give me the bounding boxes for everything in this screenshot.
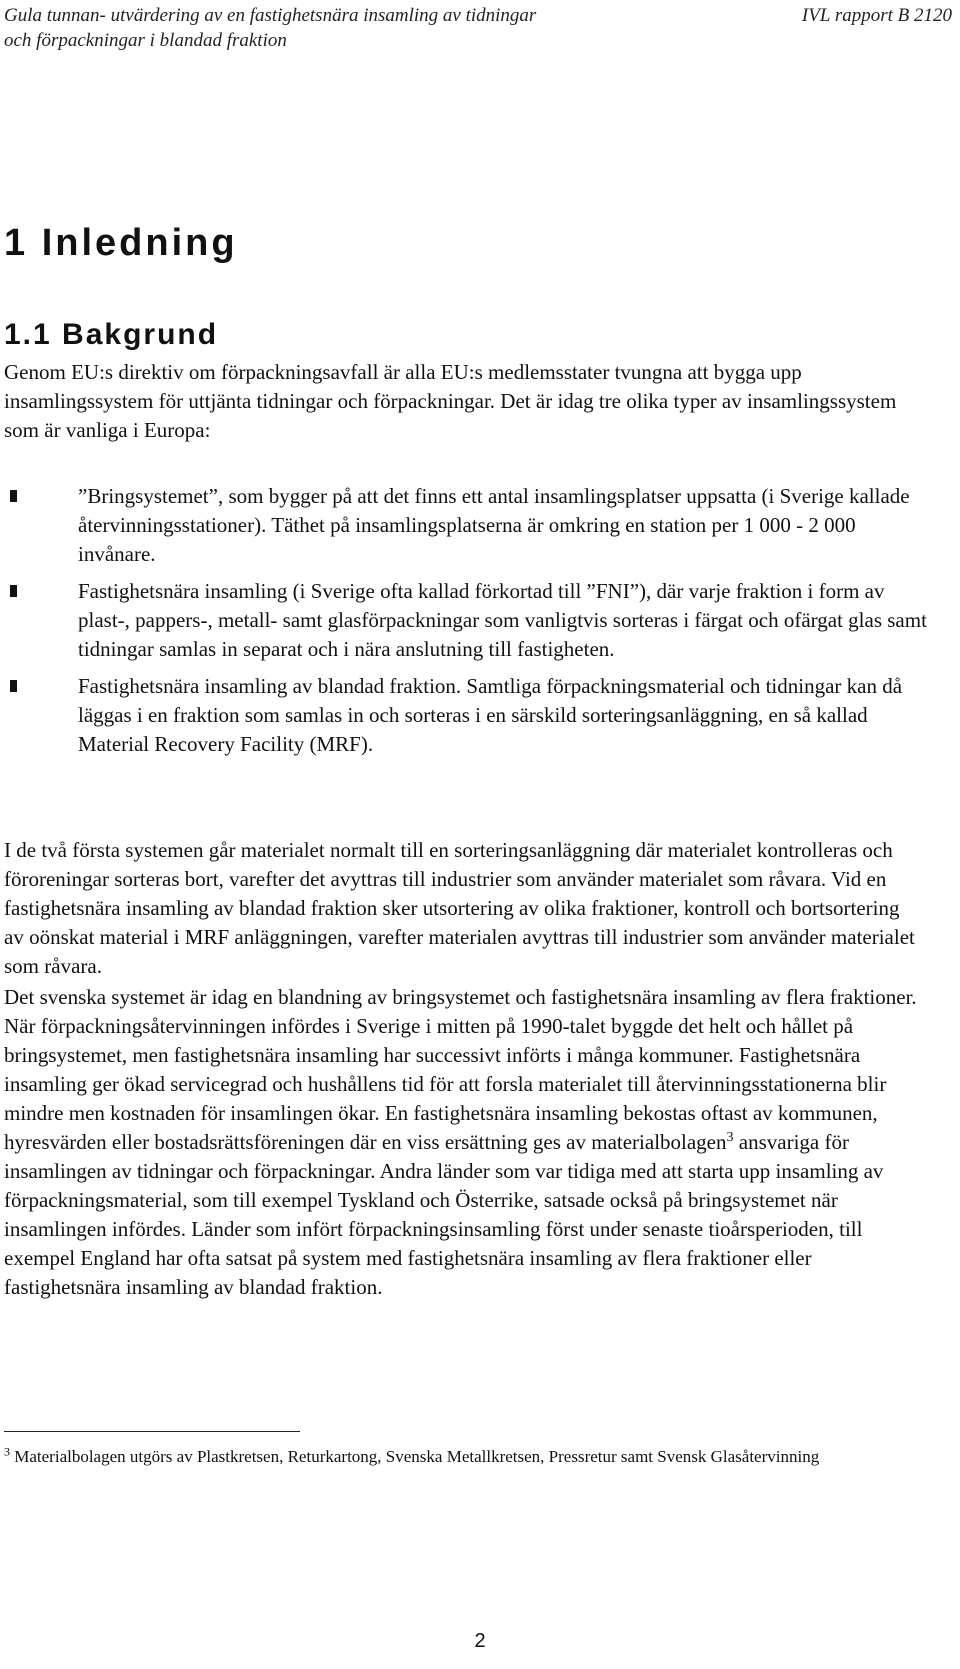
list-item [0,672,930,759]
intro-paragraph: Genom EU:s direktiv om förpackningsavfall är alla EU:s medlemsstater tvungna att bygga upp insamlingssystem för uttjänta tidningar och förpackningar. Det är idag tre olika typer av insamlingssystem som är vanliga i Europa: [4,360,897,442]
list-item-text: Fastighetsnära insamling (i Sverige ofta kallad förkortad till ”FNI”), där varje fraktion i form av plast-, pappers-, metall- samt glasförpackningar som vanligtvis sorteras i färgat och ofärgat glas samt tidningar samlas in separat och i nära anslutning till fastigheten. [78,579,927,661]
header-title-line1: Gula tunnan- utvärdering av en fastighetsnära insamling av tidningar [4,5,537,26]
header-report-id: IVL rapport B 2120 [801,5,952,26]
footnote-reference[interactable]: 3 [726,1130,734,1145]
footnote [4,1444,904,1470]
body-paragraph-text: Det svenska systemet är idag en blandning av bringsystemet och fastighetsnära insamling av flera fraktioner. När förpackningsåtervinningen infördes i Sverige i mitten på 1990-talet byggde det helt och hållet på bringsystemet, men fastighetsnära insamling har successivt införts i många kommuner. Fastighetsnära insamling ger ökad servicegrad och hushållens tid för att forsla materialet till återvinningsstationerna blir mindre men kostnaden för insamlingen ökar. En fastighetsnära insamling bekostas oftast av kommunen, hyresvärden eller bostadsrättsföreningen där en viss ersättning ges av materialbolagen [4,985,917,1154]
body-paragraph-text: ansvariga för insamlingen av tidningar och förpackningar. Andra länder som var tidiga med att starta upp insamling av förpackningsmaterial, som till exempel Tyskland och Österrike, satsade också på bringsystemet när insamlingen infördes. Länder som infört förpackningsinsamling först under senaste tioårsperioden, till exempel England har ofta satsat på system med fastighetsnära insamling av flera fraktioner eller fastighetsnära insamling av blandad fraktion. [4,1130,884,1299]
running-header [0,0,960,60]
footnote-text: Materialbolagen utgörs av Plastkretsen, Returkartong, Svenska Metallkretsen, Pressretur samt Svensk Glasåtervinning [10,1447,820,1466]
footnote-divider [4,1431,300,1432]
list-item-text: Fastighetsnära insamling av blandad fraktion. Samtliga förpackningsmaterial och tidningar kan då läggas i en fraktion som samlas in och sorteras i en särskild sorteringsanläggning, en så kallad Material Recovery Facility (MRF). [78,674,903,756]
body-paragraph: I de två första systemen går materialet normalt till en sorteringsanläggning där materialet kontrolleras och föroreningar sorteras bort, varefter det avyttras till industrier som använder materialet som råvara. Vid en fastighetsnära insamling av blandad fraktion sker utsortering av olika fraktioner, kontroll och bortsortering av oönskat material i MRF anläggningen, varefter materialen avyttras till industrier som använder materialet som råvara. [4,838,915,978]
list-item-text: ”Bringsystemet”, som bygger på att det finns ett antal insamlingsplatser uppsatta (i Sverige kallade återvinningsstationer). Täthet på insamlingsplatserna är omkring en station per 1 000 - 2 000 invånare. [78,484,910,566]
list-item [0,482,930,569]
section-heading: 1.1 Bakgrund [4,318,219,351]
header-title-line2: och förpackningar i blandad fraktion [4,30,287,51]
square-bullet-icon [10,585,17,597]
chapter-heading: 1 Inledning [4,222,238,264]
square-bullet-icon [10,490,17,502]
body-paragraph [4,983,924,1302]
page-number: 2 [474,1630,486,1652]
header-title [4,3,536,53]
square-bullet-icon [10,680,17,692]
list-item [0,577,930,664]
bullet-list [0,482,930,767]
footnote-number: 3 [4,1444,10,1459]
